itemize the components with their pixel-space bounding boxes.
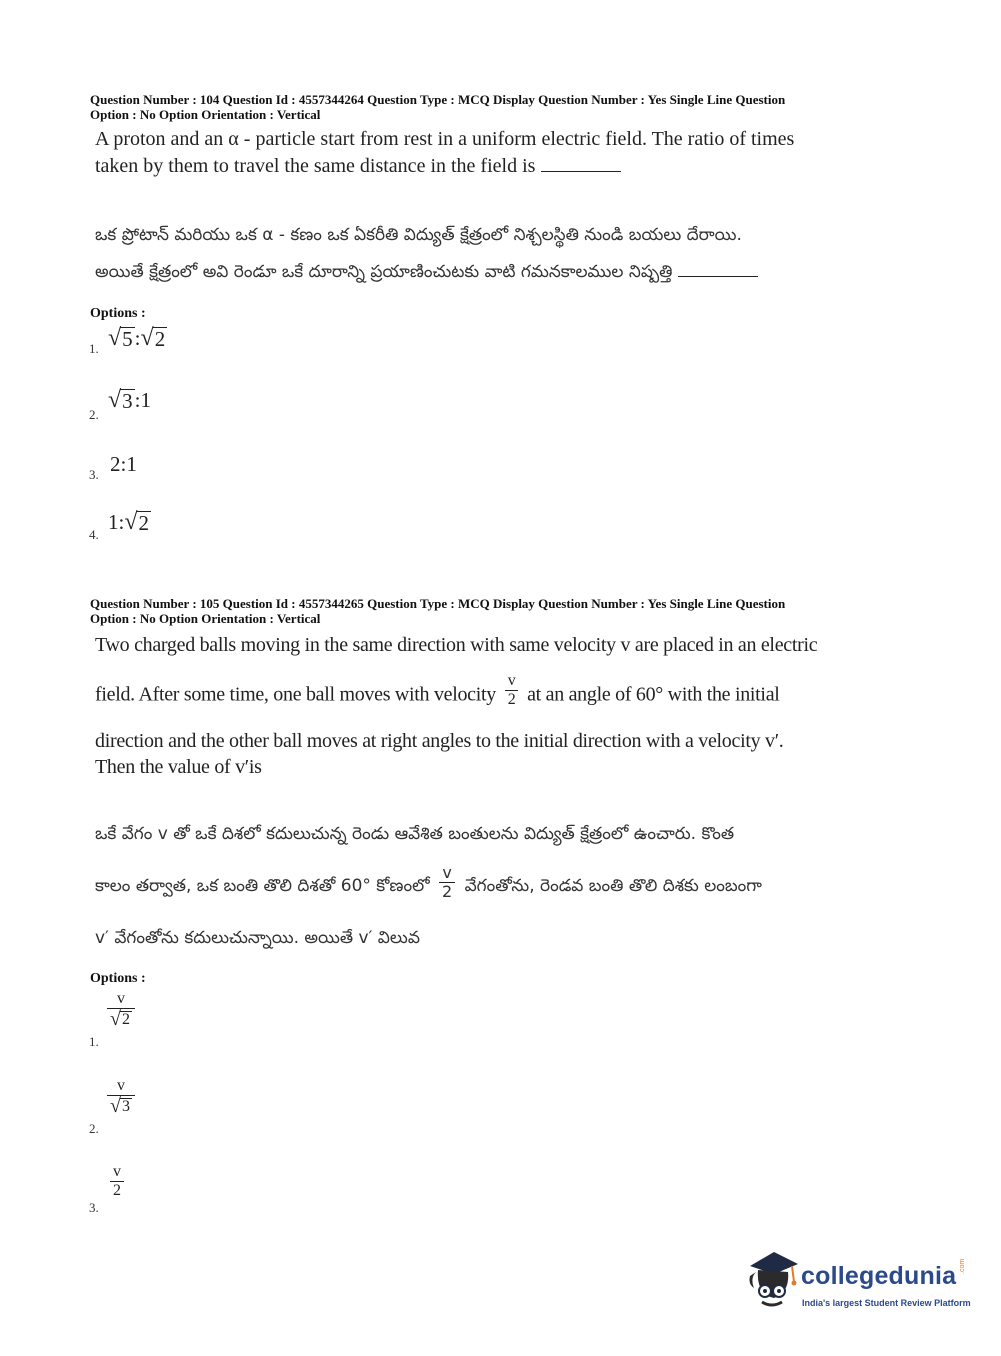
logo-wordmark: collegedunia xyxy=(801,1262,957,1290)
radicand: 2 xyxy=(121,1010,130,1028)
radicand: 3 xyxy=(121,1097,130,1115)
q104-option-2[interactable] xyxy=(108,388,151,413)
q105-te-line1: ఒకే వేగం v తో ఒకే దిశలో కదులుచున్న రెండు ఆవేశిత బంతులను విద్యుత్ క్షేత్రంలో ఉంచారు. కొంత xyxy=(95,824,735,844)
q104-meta xyxy=(90,92,940,122)
fraction-v-over-2 xyxy=(439,864,455,900)
sqrt-expression xyxy=(108,388,135,412)
q104-option-4-number: 4. xyxy=(89,527,99,542)
radicand: 3 xyxy=(122,388,133,413)
q105-en-line3: direction and the other ball moves at right angles to the initial direction with a velocity v′. xyxy=(95,730,784,752)
q104-en-line2-wrap xyxy=(95,155,621,178)
q105-te-line2b: వేగంతోను, రెండవ బంతి తొలి దిశకు లంబంగా xyxy=(464,876,762,897)
fraction-numerator: v xyxy=(442,863,452,882)
sqrt-sign-icon: √ xyxy=(108,325,122,351)
q105-en-line2b: at an angle of 60° with the initial xyxy=(527,683,780,706)
collegedunia-logo xyxy=(744,1248,974,1323)
fraction-denominator xyxy=(107,1008,135,1030)
sqrt-sign-icon: √ xyxy=(110,1007,121,1030)
q105-option-3-number: 3. xyxy=(89,1200,99,1215)
q105-en-line2a: field. After some time, one ball moves with velocity xyxy=(95,683,496,706)
answer-blank xyxy=(541,155,621,172)
fraction-numerator: v xyxy=(116,1077,125,1094)
fraction-denominator: 2 xyxy=(505,690,519,709)
q104-option-3[interactable]: 2:1 xyxy=(110,452,137,476)
ratio-prefix: 1: xyxy=(108,510,125,534)
q104-meta-line2: Option : No Option Orientation : Vertical xyxy=(90,107,321,122)
fraction-numerator: v xyxy=(113,1163,121,1180)
q105-en-line2-wrap xyxy=(95,672,780,714)
fraction-v-over-2 xyxy=(505,672,519,708)
q105-te-line3: v′ వేగంతోను కదులుచున్నాయి. అయితే v′ విలువ xyxy=(95,928,420,948)
q104-option-1[interactable] xyxy=(108,326,167,351)
q105-option-1[interactable] xyxy=(107,990,135,1029)
q104-option-1-number: 1. xyxy=(89,341,99,356)
logo-domain-suffix: .com xyxy=(959,1258,966,1274)
q105-option-2-number: 2. xyxy=(89,1121,99,1136)
q105-te-line2-wrap xyxy=(95,863,762,904)
radicand: 2 xyxy=(138,510,150,535)
q105-meta-line2: Option : No Option Orientation : Vertical xyxy=(90,611,321,626)
logo-tagline: India's largest Student Review Platform xyxy=(802,1298,971,1308)
q105-te-line2a: కాలం తర్వాత, ఒక బంతి తొలి దిశతో 60° కోణంలో xyxy=(95,876,430,897)
sqrt-sign-icon: √ xyxy=(124,509,138,535)
sqrt-sign-icon: √ xyxy=(140,325,154,351)
sqrt-expression xyxy=(141,326,168,350)
sqrt-sign-icon: √ xyxy=(108,387,122,413)
fraction xyxy=(107,990,135,1029)
fraction-denominator: 2 xyxy=(439,882,455,901)
q104-te-line2-wrap xyxy=(95,260,758,286)
q104-option-3-number: 3. xyxy=(89,467,99,482)
sqrt-sign-icon: √ xyxy=(110,1094,121,1117)
q104-te-line1: ఒక ప్రోటాన్ మరియు ఒక α - కణం ఒక ఏకరీతి విద్యుత్ క్షేత్రంలో నిశ్చలస్థితి నుండి బయలు దేరాయి. xyxy=(95,225,742,245)
ratio-separator: : xyxy=(134,326,141,350)
q104-meta-line1: Question Number : 104 Question Id : 4557344264 Question Type : MCQ Display Question Number : Yes Single Line Question xyxy=(90,92,786,107)
q104-options-label: Options : xyxy=(90,306,146,321)
q104-te-line2: అయితే క్షేత్రంలో అవి రెండూ ఒకే దూరాన్ని ప్రయాణించుటకు వాటి గమనకాలముల నిష్పత్తి xyxy=(95,262,673,282)
q105-option-3[interactable] xyxy=(110,1163,124,1199)
fraction-numerator: v xyxy=(507,672,516,689)
fraction-numerator: v xyxy=(116,990,125,1007)
q104-en-line2: taken by them to travel the same distance in the field is xyxy=(95,155,536,177)
fraction xyxy=(110,1163,124,1199)
fraction xyxy=(107,1077,135,1116)
fraction-denominator: 2 xyxy=(110,1181,124,1200)
q104-option-4[interactable] xyxy=(108,510,151,535)
sqrt-expression xyxy=(108,326,135,350)
q104-option-2-number: 2. xyxy=(89,407,99,422)
mascot-icon xyxy=(744,1248,800,1310)
sqrt-expression xyxy=(110,1096,132,1116)
q105-meta-line1: Question Number : 105 Question Id : 4557344265 Question Type : MCQ Display Question Number : Yes Single Line Question xyxy=(90,596,786,611)
q105-en-line4: Then the value of v′is xyxy=(95,756,262,778)
q105-en-line1: Two charged balls moving in the same direction with same velocity v are placed in an electric xyxy=(95,634,818,656)
q105-meta xyxy=(90,596,940,626)
answer-blank xyxy=(678,260,758,277)
radicand: 2 xyxy=(154,326,166,351)
q105-option-1-number: 1. xyxy=(89,1034,99,1049)
fraction-denominator xyxy=(107,1095,135,1117)
ratio-rest: :1 xyxy=(134,388,152,412)
sqrt-expression xyxy=(124,510,151,534)
q105-options-label: Options : xyxy=(90,971,146,986)
radicand: 5 xyxy=(122,326,133,351)
sqrt-expression xyxy=(110,1009,132,1029)
q104-en-line1: A proton and an α - particle start from rest in a uniform electric field. The ratio of times xyxy=(95,128,795,150)
q105-option-2[interactable] xyxy=(107,1077,135,1116)
